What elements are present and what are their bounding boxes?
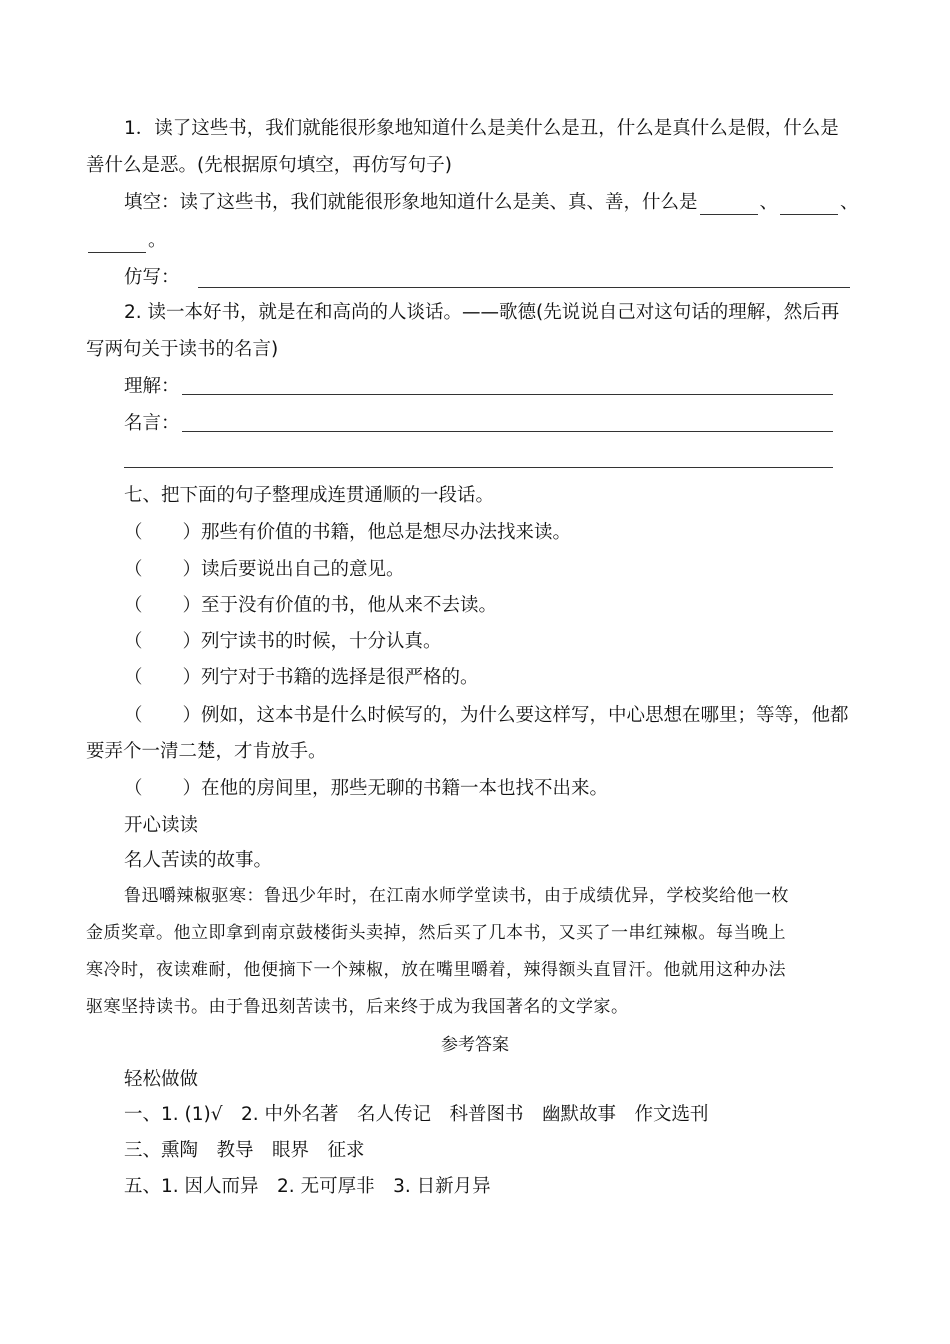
q2-line1: 2. 读一本好书，就是在和高尚的人谈话。——歌德(先说说自己对这句话的理解，然后再 [124, 302, 840, 323]
quote-label: 名言： [124, 413, 180, 434]
close-paren: ） [182, 595, 202, 616]
close-paren: ） [182, 631, 202, 652]
reading-line-2: 金质奖章。他立即拿到南京鼓楼街头卖掉，然后买了几本书，又买了一串红辣椒。每当晚上 [86, 923, 786, 943]
order-item-5 [124, 666, 479, 690]
imitate-answer-line[interactable] [198, 287, 850, 288]
close-paren: ） [182, 522, 202, 543]
q1-fill-prefix: 填空：读了这些书，我们就能很形象地知道什么是美、真、善，什么是 [124, 192, 698, 213]
order-item-text: 列宁对于书籍的选择是很严格的。 [201, 667, 479, 688]
q1-sep2: 、 [840, 192, 859, 213]
imitate-label: 仿写： [124, 267, 180, 288]
open-paren: （ [124, 595, 143, 616]
understand-answer-line[interactable] [182, 394, 833, 395]
reading-subheading: 名人苦读的故事。 [124, 850, 273, 871]
q1-fill-end [86, 229, 167, 253]
order-item-text: 列宁读书的时候，十分认真。 [201, 631, 442, 652]
q1-fill-line [124, 191, 859, 215]
order-item-text: 例如，这本书是什么时候写的，为什么要这样写，中心思想在哪里；等等，他都 [201, 705, 849, 726]
close-paren: ） [182, 705, 202, 726]
answer-line-2: 三、熏陶 教导 眼界 征求 [124, 1140, 365, 1161]
order-item-2 [124, 558, 405, 582]
order-item-text: 在他的房间里，那些无聊的书籍一本也找不出来。 [201, 778, 609, 799]
open-paren: （ [124, 778, 143, 799]
open-paren: （ [124, 667, 143, 688]
close-paren: ） [182, 559, 202, 580]
reading-line-1: 鲁迅嚼辣椒驱寒：鲁迅少年时，在江南水师学堂读书，由于成绩优异，学校奖给他一枚 [124, 886, 789, 906]
close-paren: ） [182, 667, 202, 688]
q1-line1: 1．读了这些书，我们就能很形象地知道什么是美什么是丑，什么是真什么是假，什么是 [124, 118, 839, 139]
order-item-6 [124, 704, 849, 728]
order-item-7 [124, 777, 608, 801]
open-paren: （ [124, 559, 143, 580]
reading-line-4: 驱寒坚持读书。由于鲁迅刻苦读书，后来终于成为我国著名的文学家。 [86, 997, 629, 1017]
order-item-text: 至于没有价值的书，他从来不去读。 [201, 595, 498, 616]
order-item-text: 读后要说出自己的意见。 [201, 559, 405, 580]
close-paren: ） [182, 778, 202, 799]
order-item-1 [124, 521, 571, 545]
fill-blank-3[interactable] [88, 234, 146, 253]
q1-end: 。 [148, 230, 167, 251]
open-paren: （ [124, 631, 143, 652]
fill-blank-2[interactable] [780, 196, 838, 215]
answer-line-1: 一、1. (1)√ 2. 中外名著 名人传记 科普图书 幽默故事 作文选刊 [124, 1104, 709, 1125]
order-item-6-cont: 要弄个一清二楚，才肯放手。 [86, 741, 327, 762]
reading-heading: 开心读读 [124, 815, 199, 836]
answers-title: 参考答案 [441, 1035, 509, 1055]
answers-subheading: 轻松做做 [124, 1069, 199, 1090]
reading-line-3: 寒冷时，夜读难耐，他便摘下一个辣椒，放在嘴里嚼着，辣得额头直冒汗。他就用这种办法 [86, 960, 786, 980]
order-item-4 [124, 630, 442, 654]
quote-answer-line-2[interactable] [124, 467, 833, 468]
understand-label: 理解： [124, 376, 180, 397]
q1-sep1: 、 [759, 192, 779, 213]
q1-line2: 善什么是恶。(先根据原句填空，再仿写句子) [86, 155, 452, 176]
section7-heading: 七、把下面的句子整理成连贯通顺的一段话。 [124, 485, 495, 506]
order-item-3 [124, 594, 497, 618]
open-paren: （ [124, 522, 143, 543]
fill-blank-1[interactable] [700, 196, 758, 215]
answer-line-3: 五、1. 因人而异 2. 无可厚非 3. 日新月异 [124, 1176, 491, 1197]
quote-answer-line-1[interactable] [182, 431, 833, 432]
open-paren: （ [124, 705, 143, 726]
q2-line2: 写两句关于读书的名言) [86, 339, 279, 360]
order-item-text: 那些有价值的书籍，他总是想尽办法找来读。 [201, 522, 572, 543]
